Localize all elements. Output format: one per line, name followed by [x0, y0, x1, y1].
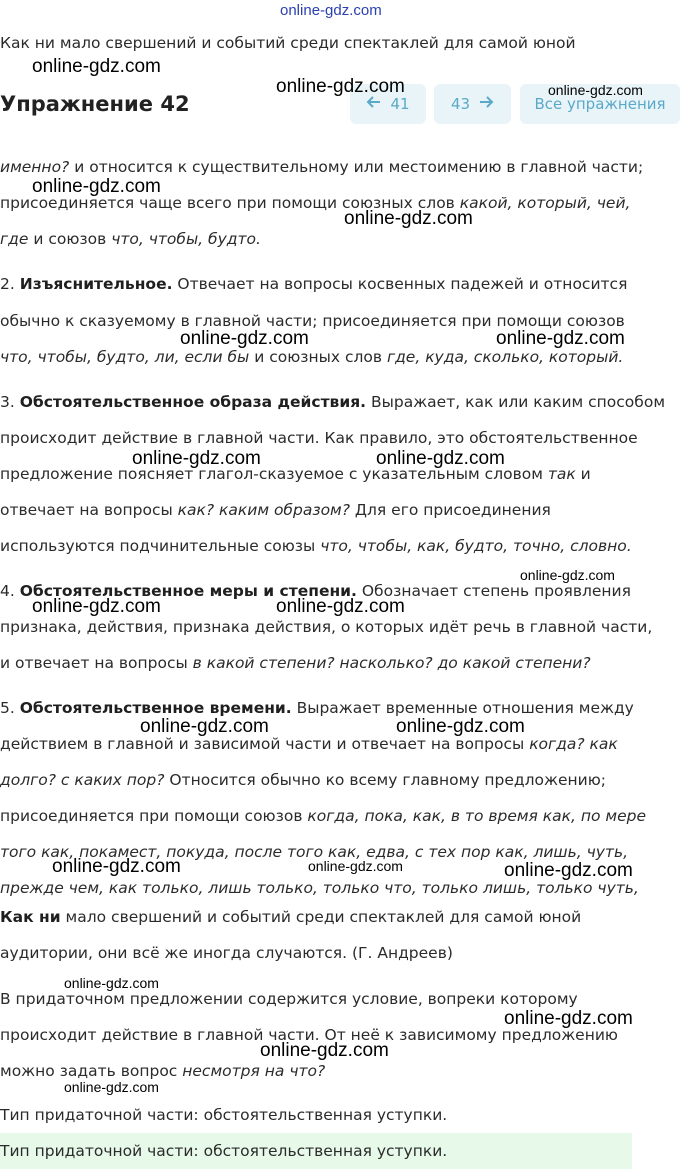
text-line: 4. Обстоятельственное меры и степени. Обозначает степень проявления: [0, 582, 631, 600]
text-line: и отвечает на вопросы в какой степени? насколько? до какой степени?: [0, 654, 591, 672]
prev-exercise-label: 41: [390, 95, 410, 113]
text-line: 5. Обстоятельственное времени. Выражает временные отношения между: [0, 699, 634, 717]
text-line: присоединяется чаще всего при помощи союзных слов какой, который, чей,: [0, 194, 631, 212]
watermark: online-gdz.com: [132, 448, 261, 469]
example-line: Как ни мало свершений и событий среди спектаклей для самой юной: [0, 908, 582, 926]
answer-line: Тип придаточной части: обстоятельственная уступки.: [0, 1142, 448, 1160]
watermark: online-gdz.com: [140, 716, 269, 737]
example-line: аудитории, они всё же иногда случаются. (Г. Андреев): [0, 944, 453, 962]
watermark-top: online-gdz.com: [280, 2, 382, 19]
watermark: online-gdz.com: [548, 82, 643, 98]
watermark: online-gdz.com: [308, 858, 403, 874]
text-line: где и союзов что, чтобы, будто.: [0, 230, 261, 248]
text-line: 3. Обстоятельственное образа действия. Выражает, как или каким способом: [0, 393, 666, 411]
analysis-line: происходит действие в главной части. От неё к зависимому предложению: [0, 1026, 618, 1044]
watermark: online-gdz.com: [344, 208, 473, 229]
text-line: обычно к сказуемому в главной части; присоединяется при помощи союзов: [0, 312, 625, 330]
text-line: именно? и относится к существительному или местоимению в главной части;: [0, 158, 644, 176]
all-exercises-label: Все упражнения: [534, 95, 666, 113]
watermark: online-gdz.com: [276, 596, 405, 617]
analysis-line: В придаточном предложении содержится условие, вопреки которому: [0, 990, 578, 1008]
next-exercise-button[interactable]: [434, 84, 511, 124]
top-line: Как ни мало свершений и событий среди спектаклей для самой юной: [0, 34, 576, 52]
watermark: online-gdz.com: [52, 856, 181, 877]
text-line: что, чтобы, будто, ли, если бы и союзных слов где, куда, сколько, который.: [0, 348, 624, 366]
watermark: online-gdz.com: [32, 176, 161, 197]
text-line: предложение поясняет глагол-сказуемое с указательным словом так и: [0, 465, 591, 483]
text-line: долго? с каких пор? Относится обычно ко всему главному предложению;: [0, 771, 607, 789]
watermark: online-gdz.com: [504, 1008, 633, 1029]
text-line: действием в главной и зависимой части и отвечает на вопросы когда? как: [0, 735, 618, 753]
page-title: Упражнение 42: [0, 92, 190, 116]
watermark: online-gdz.com: [496, 328, 625, 349]
watermark: online-gdz.com: [64, 1079, 159, 1095]
watermark: online-gdz.com: [396, 716, 525, 737]
text-line: прежде чем, как только, лишь только, только что, только лишь, только чуть,: [0, 879, 639, 897]
next-exercise-label: 43: [450, 95, 471, 113]
text-line: происходит действие в главной части. Как правило, это обстоятельственное: [0, 429, 638, 447]
text-line: присоединяется при помощи союзов когда, пока, как, в то время как, по мере: [0, 807, 647, 825]
watermark: online-gdz.com: [520, 567, 615, 583]
watermark: online-gdz.com: [32, 56, 161, 77]
type-line: Тип придаточной части: обстоятельственная уступки.: [0, 1106, 448, 1124]
text-line: того как, покамест, покуда, после того как, едва, с тех пор как, лишь, чуть,: [0, 843, 629, 861]
text-line: 2. Изъяснительное. Отвечает на вопросы косвенных падежей и относится: [0, 275, 628, 293]
watermark: online-gdz.com: [64, 975, 159, 991]
watermark: online-gdz.com: [32, 596, 161, 617]
watermark: online-gdz.com: [376, 448, 505, 469]
watermark: online-gdz.com: [504, 860, 633, 881]
text-line: отвечает на вопросы как? каким образом? Для его присоединения: [0, 501, 551, 519]
analysis-line: можно задать вопрос несмотря на что?: [0, 1062, 326, 1080]
watermark: online-gdz.com: [276, 76, 405, 97]
watermark: online-gdz.com: [260, 1040, 389, 1061]
text-line: используются подчинительные союзы что, чтобы, как, будто, точно, словно.: [0, 537, 632, 555]
arrow-right-icon: [478, 94, 494, 114]
watermark: online-gdz.com: [180, 328, 309, 349]
text-line: признака, действия, признака действия, о которых идёт речь в главной части,: [0, 618, 653, 636]
